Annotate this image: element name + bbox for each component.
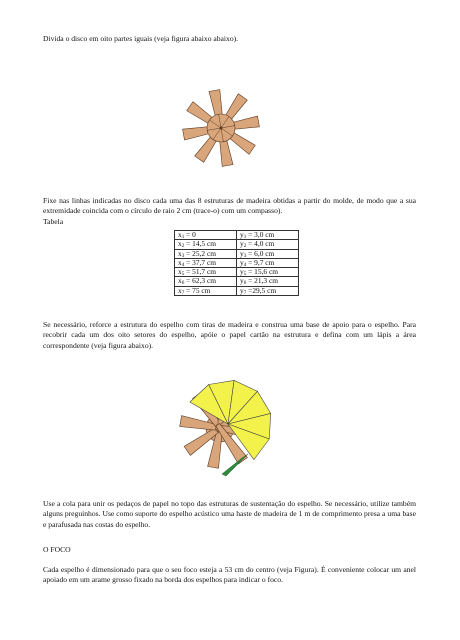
dimensions-table [174, 230, 299, 296]
disk-center [220, 127, 223, 130]
subscript: 4 [181, 261, 185, 268]
table-row [175, 286, 299, 295]
x-cell: $x_7 = 75$ cm [175, 286, 237, 295]
y-cell: $y_6 = 21,3$ cm [237, 277, 299, 286]
mirror-figure [178, 372, 282, 480]
y-cell: $y_1 = 3,0$ cm [237, 231, 299, 240]
x-cell: $x_3 = 25,2$ cm [175, 249, 237, 258]
y-cell: $y_4 = 9,7$ cm [237, 258, 299, 267]
subscript: 2 [243, 243, 247, 250]
table-row [175, 277, 299, 286]
focus-paragraph: Cada espelho é dimensionado para que o seu foco esteja a 53 cm do centro (veja Figura). É conveniente colocar um anel apoiado em um arame grosso fixado na borda dos espelhos para indicar o foco. [43, 565, 416, 585]
glue-paragraph: Use a cola para unir os pedaços de papel no topo das estruturas de sustentação do espelho. Se necessário, utilize também alguns preguinhos. Use como suporte do espelho acústico uma haste de madeira de 1 m de comprimento presa a uma base e parafusada nas costas do espelho. [43, 499, 416, 529]
subscript: 1 [181, 234, 185, 240]
subscript: 3 [243, 252, 247, 259]
y-cell: $y_7 =29,5$ cm [237, 286, 299, 295]
table-label: Tabela [43, 216, 64, 226]
x-cell: $x_2 = 14,5$ cm [175, 240, 237, 249]
x-cell: $x_6 = 62,3$ cm [175, 277, 237, 286]
subscript: 2 [181, 243, 185, 250]
disk-figure [176, 86, 266, 170]
intro-paragraph: Divida o disco em oito partes iguais (veja figura abaixo abaixo). [43, 34, 239, 43]
subscript: 7 [181, 289, 185, 296]
focus-heading: O FOCO [43, 545, 71, 554]
subscript: 1 [243, 234, 247, 240]
subscript: 5 [181, 271, 185, 278]
y-cell: $y_3 = 6,0$ cm [237, 249, 299, 258]
subscript: 3 [181, 252, 185, 259]
fix-text: Fixe nas linhas indicadas no disco cada uma das 8 estruturas de madeira obtidas a partir do molde, de modo que a sua extremidade coincida com o círculo de raio 2 cm (trace-o) com um compasso). [43, 196, 416, 216]
y-cell: $y_5 = 15,6$ cm [237, 268, 299, 277]
fix-paragraph [43, 196, 416, 227]
subscript: 6 [243, 280, 247, 287]
subscript: 5 [243, 271, 247, 278]
subscript: 4 [243, 261, 247, 268]
subscript: 7 [243, 289, 247, 296]
x-cell: $x_1 = 0$ [175, 231, 237, 240]
x-cell: $x_4 = 37,7$ cm [175, 258, 237, 267]
subscript: 6 [181, 280, 185, 287]
reinforce-paragraph: Se necessário, reforce a estrutura do espelho com tiras de madeira e construa uma base de apoio para o espelho. Para recobrir cada um dos oito setores do espelho, apóie o papel cartão na estrutura e defina com um lápis a área correspondente (veja figura abaixo). [43, 320, 416, 350]
y-cell: $y_2 = 4,0$ cm [237, 240, 299, 249]
table-row [175, 249, 299, 258]
table-row [175, 240, 299, 249]
x-cell: $x_5 = 51,7$ cm [175, 268, 237, 277]
